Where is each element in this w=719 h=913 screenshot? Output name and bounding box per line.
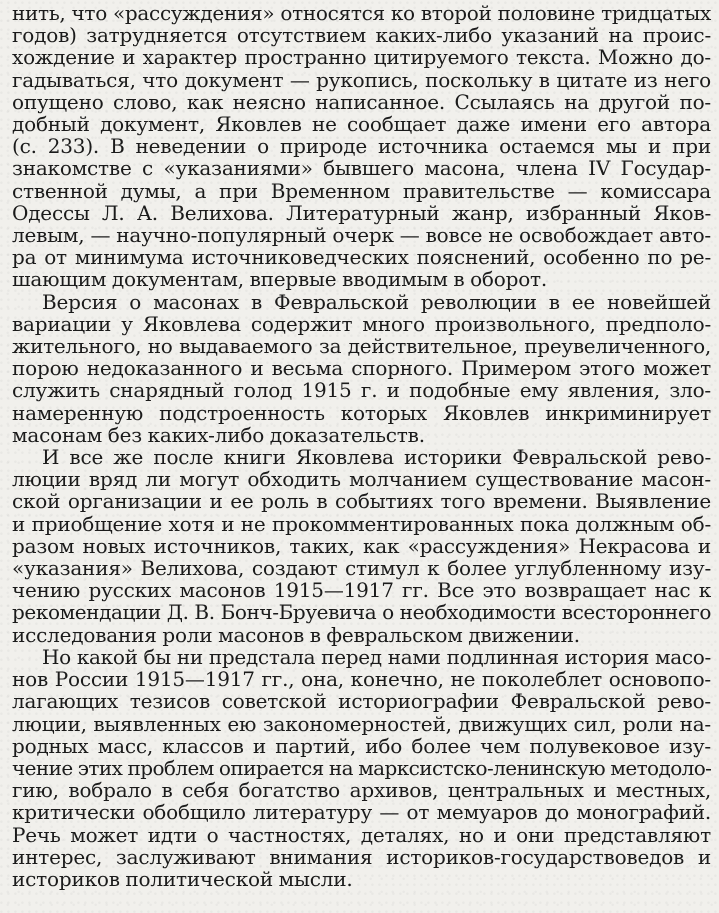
text-line: левым, — научно-популярный очерк — вовсе не освобождает авто- (12, 223, 711, 248)
text-line: Одессы Л. А. Велихова. Литературный жанр, избранный Яков- (12, 200, 711, 225)
text-line: интерес, заслуживают внимания историков-государствоведов и (12, 844, 711, 869)
text-line: шающим документам, впервые вводимым в оборот. (12, 267, 548, 292)
text-line: опущено слово, как неясно написанное. Ссылаясь на другой по- (12, 89, 711, 114)
text-line: (с. 233). В неведении о природе источника остаемся мы и при (12, 134, 711, 159)
text-line: исследования роли масонов в февральском движении. (12, 622, 580, 647)
text-line: вариации у Яковлева содержит много произвольного, предполо- (12, 311, 711, 336)
text-line: гию, вобрало в себя богатство архивов, центральных и местных, (12, 778, 711, 803)
text-line: лагающих тезисов советской историографии Февральской рево- (12, 689, 711, 714)
text-line: Но какой бы ни предстала перед нами подлинная история масо- (42, 644, 711, 669)
text-line: рекомендации Д. В. Бонч-Бруевича о необходимости всестороннего (12, 600, 711, 625)
text-line: порою недоказанного и весьма спорного. Примером этого может (12, 356, 711, 381)
text-line: намеренную подстроенность которых Яковлев инкриминирует (12, 400, 711, 425)
paragraph-4 (12, 646, 711, 890)
paragraph-3 (12, 446, 711, 646)
text-line: «указания» Велихова, создают стимул к более углубленному изу- (12, 556, 711, 581)
text-line: И все же после книги Яковлева историки Февральской рево- (42, 445, 711, 470)
text-line: нить, что «рассуждения» относятся ко второй половине тридцатых (12, 1, 711, 25)
text-line: хождение и характер пространно цитируемого текста. Можно до- (12, 45, 711, 70)
text-line: люции, выявленных ею закономерностей, движущих сил, роли на- (12, 711, 711, 736)
text-line: родных масс, классов и партий, ибо более чем полувековое изу- (12, 733, 711, 758)
text-line: жительного, но выдаваемого за действительное, преувеличенного, (12, 334, 711, 359)
text-line: чение этих проблем опирается на марксистско-ленинскую методоло- (12, 755, 712, 780)
text-line: историков политической мысли. (12, 866, 353, 891)
text-line: годов) затрудняется отсутствием каких-либо указаний на проис- (12, 23, 711, 48)
text-line: разом новых источников, таких, как «рассуждения» Некрасова и (12, 533, 711, 558)
paragraph-2 (12, 291, 711, 446)
text-line: ской организации и ее роль в событиях того времени. Выявление (12, 489, 711, 514)
text-line: добный документ, Яковлев не сообщает даже имени его автора (12, 112, 711, 137)
text-line: ственной думы, а при Временном правительстве — комиссара (12, 178, 711, 203)
text-line: Речь может идти о частностях, деталях, но и они представляют (12, 822, 711, 847)
text-line: люции вряд ли могут обходить молчанием существование масон- (12, 467, 711, 492)
text-line: критически обобщило литературу — от мемуаров до монографий. (12, 800, 711, 825)
text-line: знакомстве с «указаниями» бывшего масона, члена IV Государ- (12, 156, 711, 181)
text-line: служить снарядный голод 1915 г. и подобные ему явления, зло- (12, 378, 711, 403)
text-line: нов России 1915—1917 гг., она, конечно, не поколеблет основопо- (12, 667, 711, 692)
text-line: Версия о масонах в Февральской революции в ее новейшей (42, 289, 711, 314)
text-line: масонам без каких-либо доказательств. (12, 422, 425, 447)
text-line: чению русских масонов 1915—1917 гг. Все это возвращает нас к (12, 578, 711, 603)
text-line: гадываться, что документ — рукопись, поскольку в цитате из него (12, 67, 711, 92)
paragraph-1 (12, 2, 711, 291)
text-line: и приобщение хотя и не прокомментированных пока должным об- (12, 511, 711, 536)
text-line: ра от минимума источниковедческих пояснений, особенно по ре- (12, 245, 711, 270)
